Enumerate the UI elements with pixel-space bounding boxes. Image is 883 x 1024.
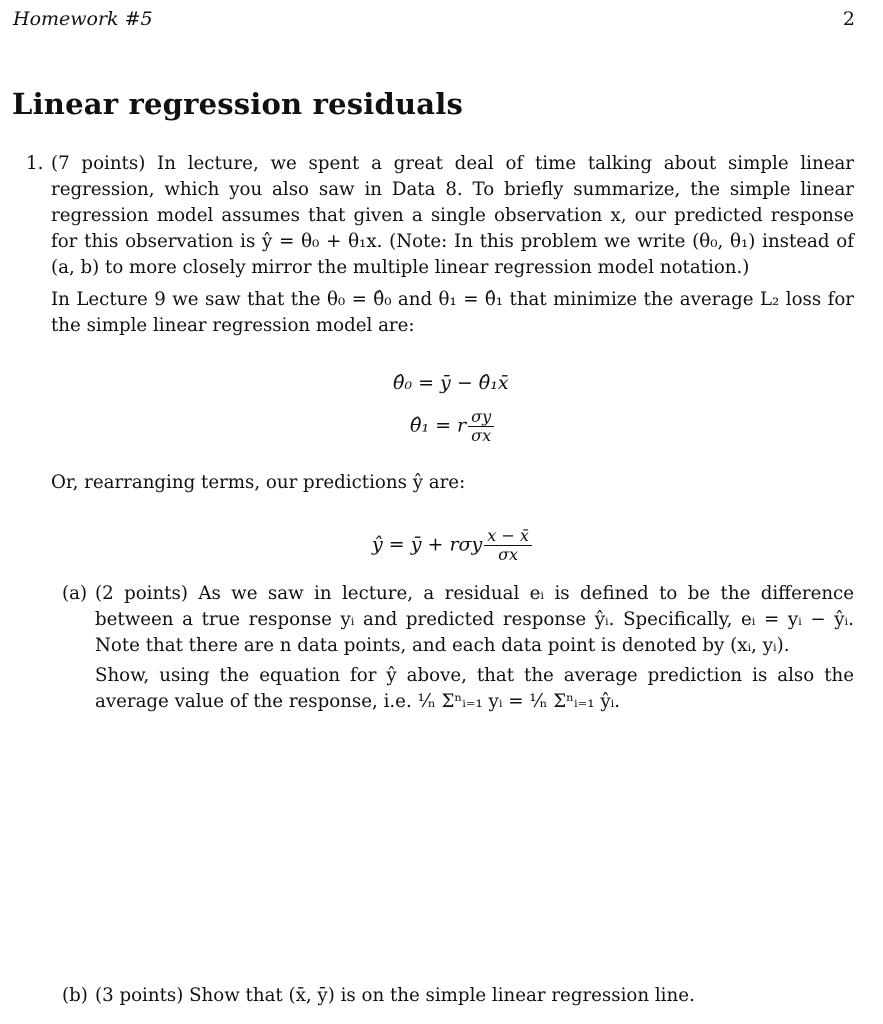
equation-theta1-fraction [468, 408, 494, 445]
fraction-numerator: σy [471, 407, 492, 426]
part-b-label: (b) [62, 985, 88, 1006]
equation-theta0: θ̂₀ = ȳ − θ̂₁x̄ [393, 372, 509, 394]
fraction-numerator: x − x̄ [487, 526, 529, 545]
equation-prediction-fraction [484, 527, 532, 564]
section-title: Linear regression residuals [12, 87, 464, 121]
page-number: 2 [842, 8, 855, 30]
equation-theta1 [410, 408, 494, 445]
rearranging-text: Or, rearranging terms, our predictions ŷ are: [51, 472, 466, 493]
equation-prediction [372, 527, 532, 564]
equation-theta1-lhs: θ̂₁ = r [410, 414, 467, 437]
part-a-show-text: Show, using the equation for ŷ above, that the average prediction is also the average value of the response, i.e. ¹⁄ₙ Σⁿᵢ₌₁ yᵢ = ¹⁄ₙ Σⁿᵢ₌₁ ŷᵢ. [95, 665, 854, 712]
part-a-label: (a) [62, 583, 88, 604]
lecture-note: In Lecture 9 we saw that the θ₀ = θ̂₀ and θ₁ = θ̂₁ that minimize the average L₂ loss for the simple linear regression model are: [51, 289, 854, 336]
fraction-denominator: σx [484, 545, 532, 564]
equation-prediction-lhs: ŷ = ȳ + rσy [372, 533, 483, 556]
problem-number: 1. [26, 153, 44, 174]
homework-title: Homework #5 [13, 8, 153, 30]
part-a-text: (2 points) As we saw in lecture, a residual eᵢ is defined to be the difference between a true response yᵢ and predicted response ŷᵢ. Specifically, eᵢ = yᵢ − ŷᵢ. Note that there are n data points, and each data point is denoted by (xᵢ, yᵢ). [95, 583, 854, 656]
fraction-denominator: σx [468, 426, 494, 445]
problem-intro: (7 points) In lecture, we spent a great deal of time talking about simple linear regression, which you also saw in Data 8. To briefly summarize, the simple linear regression model assumes that given a single observation x, our predicted response for this observation is ŷ = θ₀ + θ₁x. (Note: In this problem we write (θ₀, θ₁) instead of (a, b) to more closely mirror the multiple linear regression model notation.) [51, 153, 854, 278]
part-b-text: (3 points) Show that (x̄, ȳ) is on the simple linear regression line. [95, 985, 695, 1006]
